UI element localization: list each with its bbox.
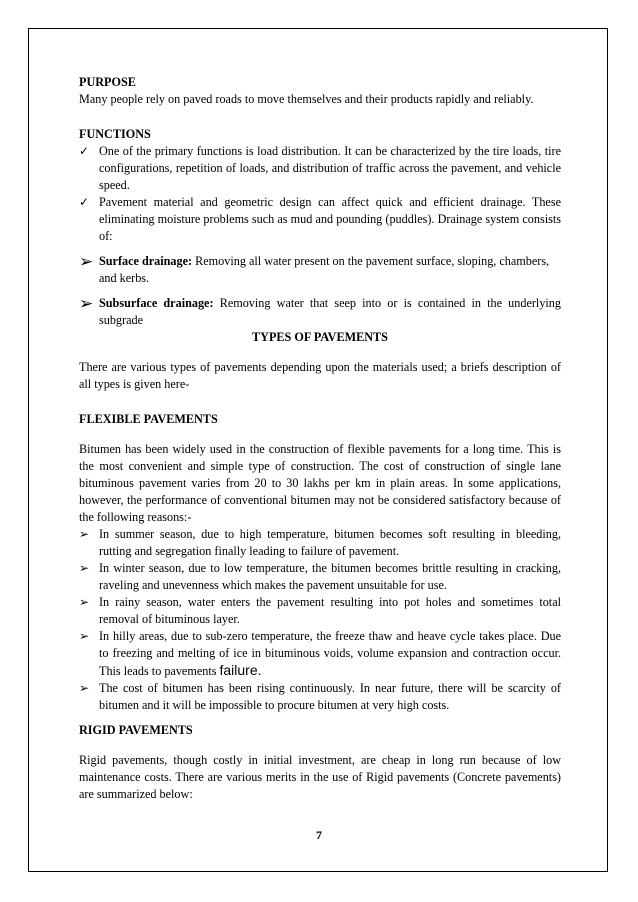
rigid-intro: Rigid pavements, though costly in initial investment, are cheap in long run because of low maintenance costs. There are various merits in the use of Rigid pavements (Concrete pavements) are summarized below: — [79, 753, 561, 801]
types-intro: There are various types of pavements depending upon the materials used; a briefs description of all types is given here- — [79, 360, 561, 391]
check-icon: ✓ — [79, 144, 90, 158]
reason-item — [79, 628, 561, 680]
check-icon: ✓ — [79, 195, 90, 209]
function-item — [79, 194, 561, 245]
reason-text: The cost of bitumen has been rising continuously. In near future, there will be scarcity of bitumen and it will be impossible to procure bitumen at very high costs. — [99, 681, 561, 712]
types-heading: TYPES OF PAVEMENTS — [252, 330, 388, 344]
purpose-text: Many people rely on paved roads to move themselves and their products rapidly and reliably. — [79, 92, 534, 106]
reason-text: In winter season, due to low temperature, the bitumen becomes brittle resulting in cracking, raveling and unevenness which makes the pavement unsuitable for use. — [99, 561, 561, 592]
arrow-bullet-icon: ➢ — [79, 561, 90, 575]
function-text: One of the primary functions is load distribution. It can be characterized by the tire loads, tire configurations, repetition of loads, and distribution of traffic across the pavement, and vehicle speed. — [99, 144, 561, 192]
surface-drainage-text: Removing all water present on the pavement surface, sloping, chambers, — [192, 254, 550, 268]
subsurface-drainage-item — [79, 295, 561, 329]
page-content — [79, 74, 561, 803]
arrow-bullet-icon: ➢ — [79, 595, 90, 609]
page-number: 7 — [316, 828, 322, 842]
flexible-intro: Bitumen has been widely used in the construction of flexible pavements for a long time. This is the most convenient and simple type of construction. The cost of construction of single lane bituminous pavement varies from 20 to 30 lakhs per km in plain areas. In some applications, however, the performance of conventional bitumen may not be considered satisfactory because of the following reasons:- — [79, 442, 561, 524]
reason-text: In rainy season, water enters the pavement resulting into pot holes and sometimes total removal of bituminous layer. — [99, 595, 561, 626]
surface-drainage-item — [79, 253, 561, 287]
purpose-heading: PURPOSE — [79, 75, 136, 89]
arrow-bullet-icon: ➢ — [79, 681, 90, 695]
subsurface-drainage-label: Subsurface drainage: — [99, 296, 214, 310]
function-text: Pavement material and geometric design can affect quick and efficient drainage. These eliminating moisture problems such as mud and pounding (puddles). Drainage system consists of: — [99, 195, 561, 243]
reason-text: In summer season, due to high temperature, bitumen becomes soft resulting in bleeding, rutting and segregation finally leading to failure of pavement. — [99, 527, 561, 558]
rigid-heading: RIGID PAVEMENTS — [79, 723, 193, 737]
functions-heading: FUNCTIONS — [79, 127, 151, 141]
reason-text: In hilly areas, due to sub-zero temperature, the freeze thaw and heave cycle takes place. Due to freezing and melting of ice in bituminous voids, volume expansion and contraction occur. This leads to pavements — [99, 629, 561, 678]
reason-item — [79, 526, 561, 560]
flexible-heading: FLEXIBLE PAVEMENTS — [79, 412, 218, 426]
function-item — [79, 143, 561, 194]
arrow-bullet-icon: ➢ — [79, 527, 90, 541]
reason-item — [79, 594, 561, 628]
surface-drainage-text-end: and kerbs. — [99, 271, 150, 285]
arrow-bullet-icon: ➢ — [79, 252, 94, 271]
reason-item — [79, 680, 561, 714]
surface-drainage-label: Surface drainage: — [99, 254, 193, 268]
arrow-bullet-icon: ➢ — [79, 294, 94, 313]
reason-text-emphasis: failure. — [219, 662, 262, 678]
reason-item — [79, 560, 561, 594]
subsurface-drainage-text: Removing water that seep into or is contained in the underlying subgrade — [99, 296, 561, 327]
arrow-bullet-icon: ➢ — [79, 629, 90, 643]
